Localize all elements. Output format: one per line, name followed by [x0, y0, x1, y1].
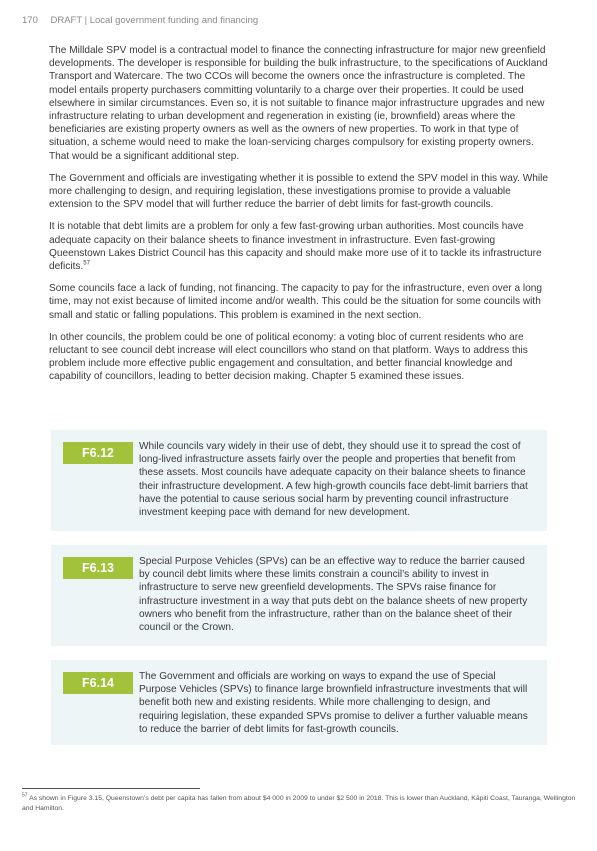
finding-box-f6-14 — [51, 660, 547, 745]
footnote-reference[interactable]: 57 — [83, 260, 90, 267]
finding-box-f6-12 — [51, 430, 547, 531]
finding-badge: F6.14 — [63, 672, 133, 694]
footnote — [22, 794, 582, 813]
finding-text: While councils vary widely in their use of debt, they should use it to spread the cost of long-lived infrastructure assets fairly over the people and properties that benefit from these assets. Most councils have adequate capacity on their balance sheets to finance their infrastructure development. A few high-growth councils face debt-limit barriers that have the potential to cause serious social harm by preventing council infrastructure investment keeping pace with demand for new development. — [139, 441, 528, 519]
finding-badge: F6.12 — [63, 442, 133, 464]
footnote-text: As shown in Figure 3.15, Queenstown’s debt per capita has fallen from about $4 000 in 2009 to under $2 500 in 2018. This is lower than Auckland, Kāpiti Coast, Tauranga, Wellington and Hamilton. — [22, 795, 576, 812]
page-number: 170 — [22, 15, 38, 26]
paragraph-text: It is notable that debt limits are a problem for only a few fast-growing urban authorities. Most councils have adequate capacity on their balance sheets to finance investment in infrastructure. Even fast-growing Queenstown Lakes District Council has this capacity and should make more use of it to tackle its infrastructure deficits. — [49, 221, 542, 273]
paragraph: The Government and officials are investigating whether it is possible to extend the SPV model in this way. While more challenging to design, and requiring legislation, these investigations promise to provide a valuable extension to the SPV model that will further reduce the barrier of debt limits for fast-growth councils. — [49, 172, 548, 211]
footnote-number: 57 — [22, 792, 28, 799]
finding-badge: F6.13 — [63, 557, 133, 579]
paragraph: In other councils, the problem could be one of political economy: a voting bloc of current residents who are reluctant to see council debt increase will elect councillors who stand on that platform. Ways to address this problem include more effective public engagement and consultation, and better financial knowledge and capability of councillors, leading to better decision making. Chapter 5 examined these issues. — [49, 331, 528, 383]
body-text — [49, 44, 551, 393]
running-title: DRAFT | Local government funding and financing — [50, 15, 259, 26]
finding-box-f6-13 — [51, 545, 547, 646]
finding-text: The Government and officials are working on ways to expand the use of Special Purpose Vehicles (SPVs) to finance large brownfield infrastructure investments that will benefit both new and existing residents. While more challenging to design, and requiring legislation, these expanded SPVs promise to deliver a further valuable means to reduce the barrier of debt limits for fast-growth councils. — [139, 671, 528, 735]
finding-text: Special Purpose Vehicles (SPVs) can be an effective way to reduce the barrier caused by council debt limits where these limits constrain a council’s ability to invest in infrastructure to serve new greenfield developments. The SPVs raise finance for infrastructure investment in a way that puts debt on the balance sheets of new property owners who benefit from the infrastructure, rather than on the balance sheet of their council or the Crown. — [139, 556, 528, 634]
running-header — [22, 15, 258, 26]
footnote-divider — [22, 788, 200, 789]
paragraph — [49, 220, 551, 273]
paragraph: Some councils face a lack of funding, not financing. The capacity to pay for the infrastructure, even over a long time, may not exist because of limited income and/or wealth. This could be the situation for some councils with small and static or falling populations. This problem is examined in the next section. — [49, 283, 543, 321]
paragraph: The Milldale SPV model is a contractual model to finance the connecting infrastructure for major new greenfield developments. The developer is responsible for building the bulk infrastructure, to the specifications of Auckland Transport and Watercare. The two CCOs will become the owners once the infrastructure is completed. The model entails property purchasers committing voluntarily to a charge over their properties. It could be used elsewhere in similar circumstances. Even so, it is not suitable to finance major infrastructure upgrades and new infrastructure relating to urban development and regeneration in existing (ie, brownfield) areas where the beneficiaries are existing property owners as well as the owners of new properties. To work in that type of situation, a scheme would need to make the loan-servicing charges compulsory for existing property owners. That would be a significant additional step. — [49, 45, 548, 162]
